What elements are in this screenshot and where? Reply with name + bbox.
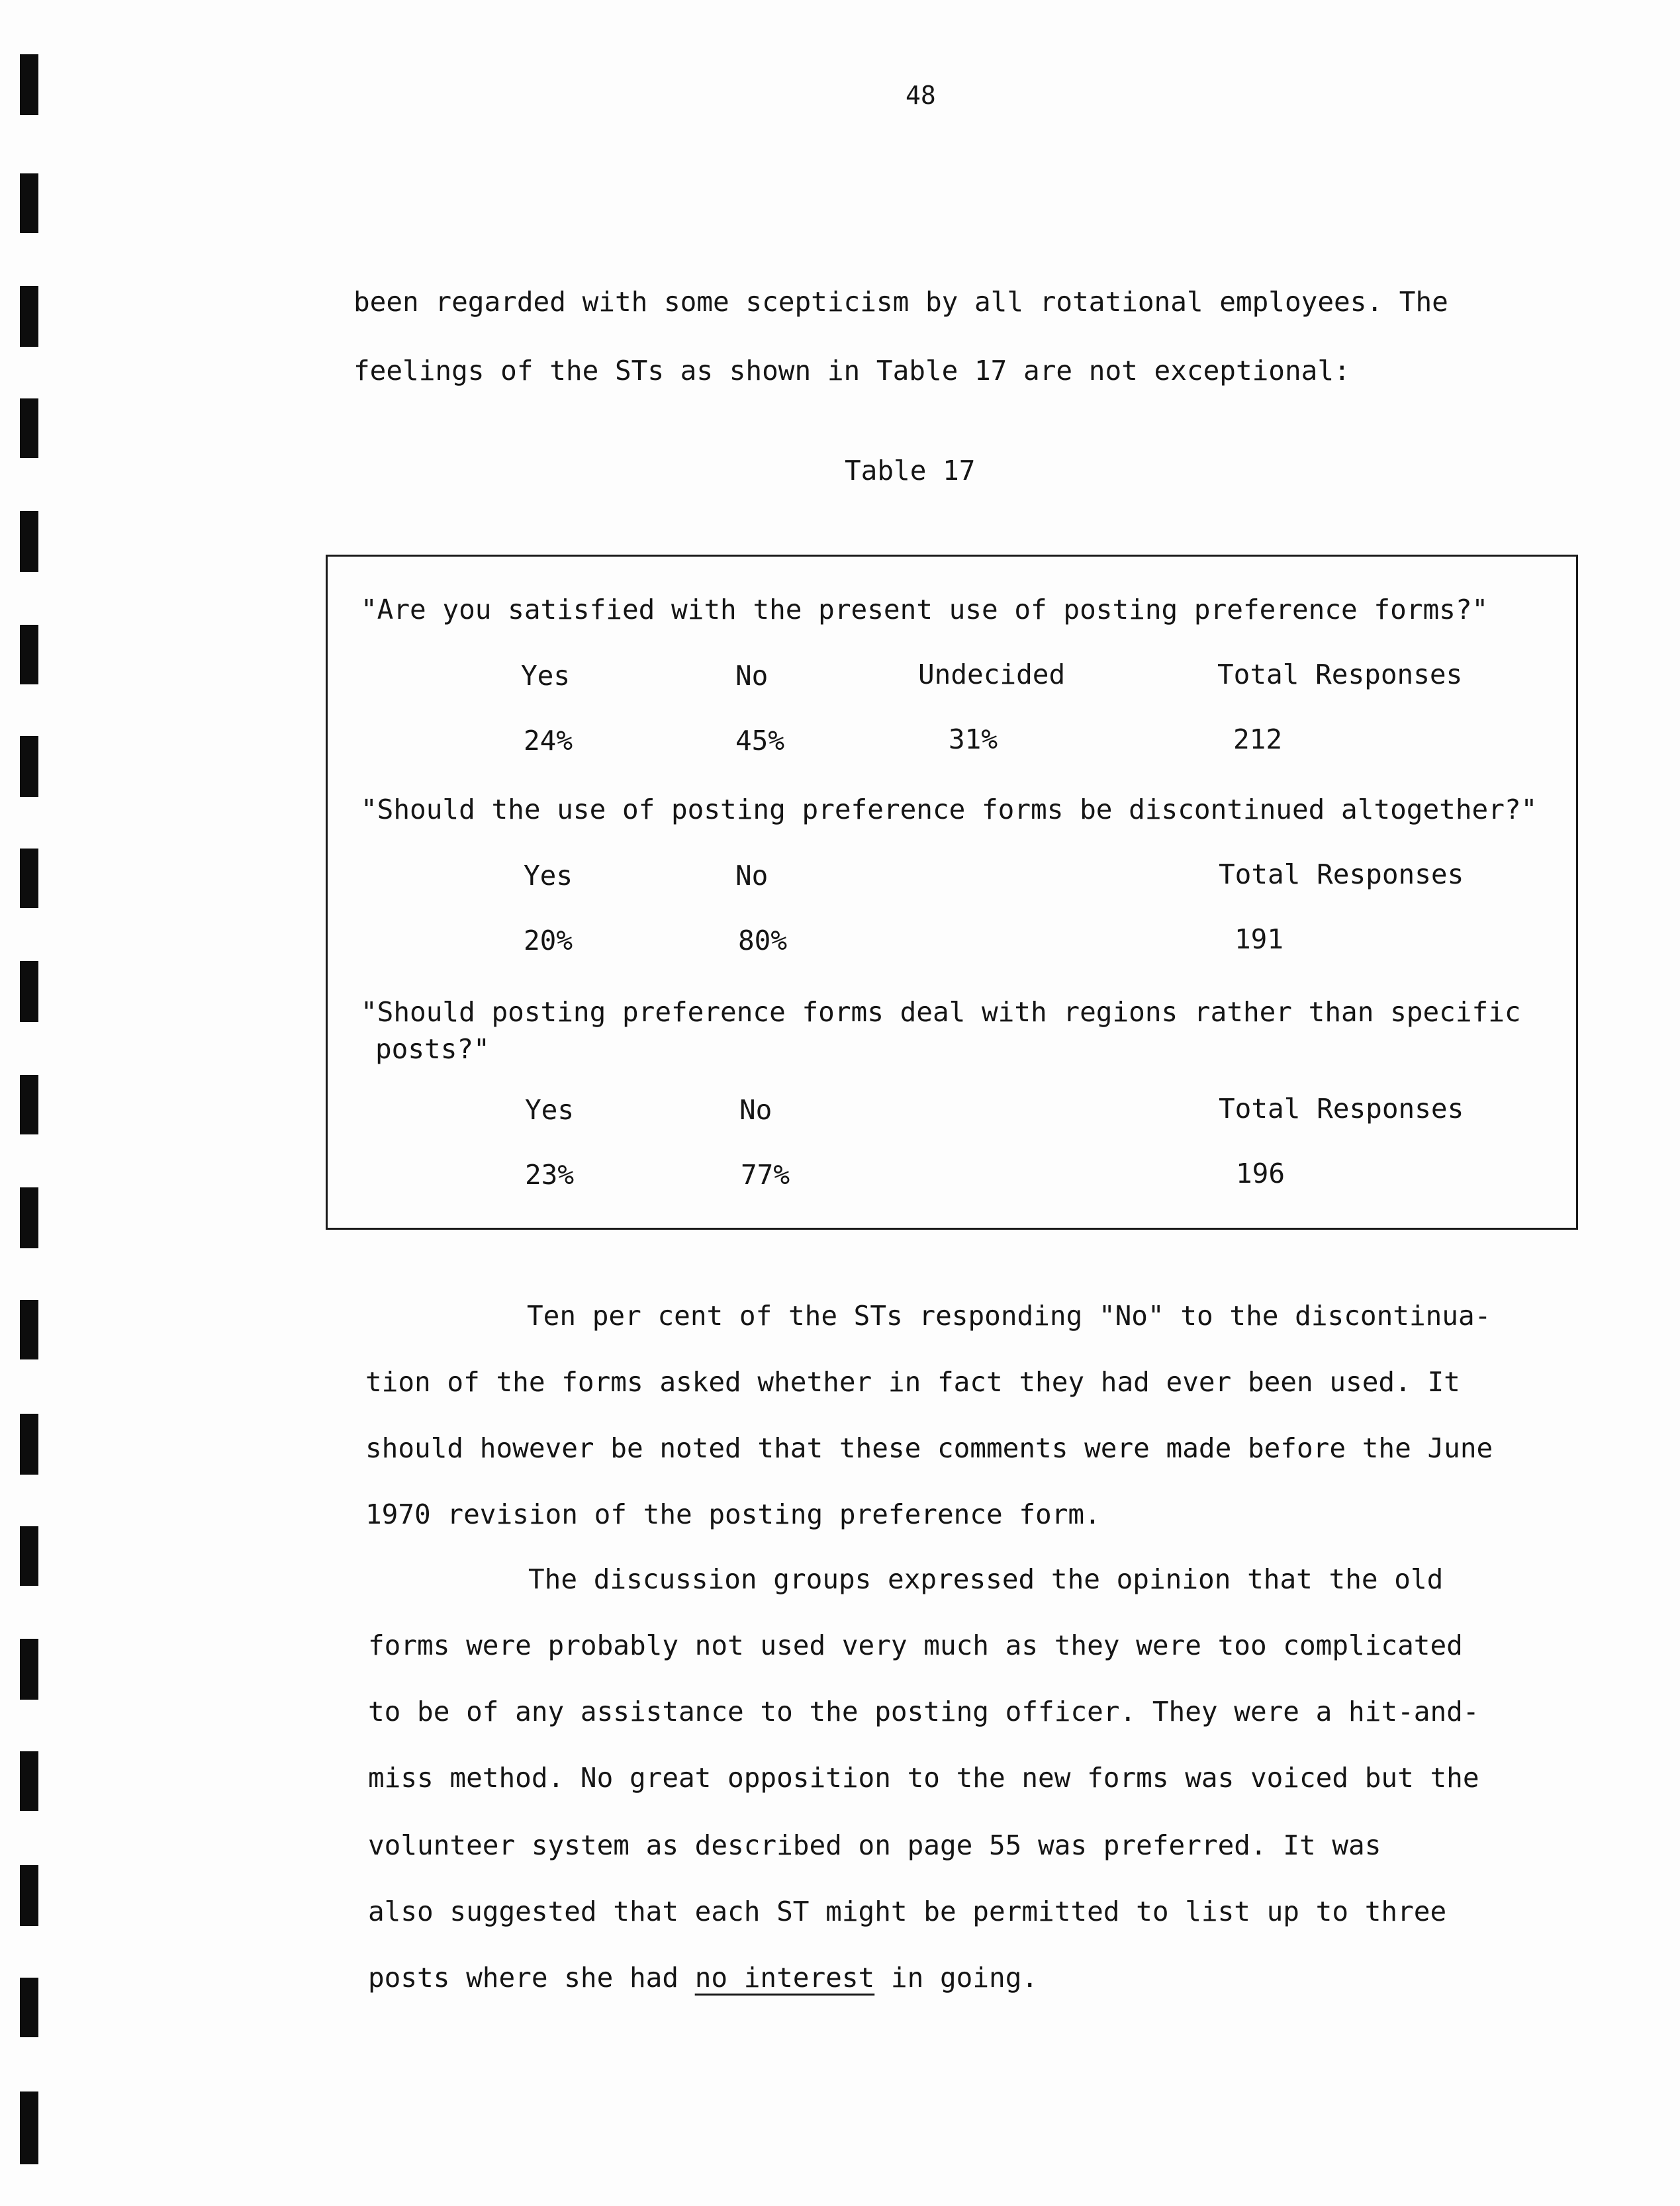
margin-mark [20,961,38,1022]
margin-mark [20,625,38,684]
header-no: No [739,1094,772,1126]
header-no: No [735,860,769,892]
header-total: Total Responses [1219,1093,1464,1125]
header-yes: Yes [525,1094,575,1126]
header-undecided: Undecided [918,659,1066,690]
margin-mark [20,1187,38,1248]
text-line [368,1964,1038,1992]
text-line: tion of the forms asked whether in fact they had ever been used. It [365,1366,1460,1398]
value-yes: 20% [524,925,573,956]
value-yes: 23% [525,1159,575,1191]
margin-mark [20,1865,38,1926]
margin-mark [20,173,38,233]
value-no: 45% [735,725,785,757]
text-line: should however be noted that these comments were made before the June [365,1432,1493,1464]
text-line: miss method. No great opposition to the new forms was voiced but the [368,1762,1479,1794]
question-1: "Are you satisfied with the present use of posting preference forms?" [361,594,1489,625]
margin-mark [20,1751,38,1811]
margin-mark [20,1526,38,1586]
margin-mark [20,511,38,572]
text-line: also suggested that each ST might be permitted to list up to three [368,1896,1447,1927]
value-undecided: 31% [949,723,998,755]
value-yes: 24% [524,725,573,757]
margin-mark [20,2091,38,2164]
margin-mark [20,1639,38,1700]
value-total: 212 [1233,723,1283,755]
text-line: volunteer system as described on page 55 was preferred. It was [368,1829,1381,1861]
margin-mark [20,398,38,458]
margin-mark [20,286,38,347]
text-line: Ten per cent of the STs responding "No" to the discontinua- [527,1300,1491,1332]
text-span: posts where she had [368,1962,695,1994]
question-3-cont: posts?" [375,1033,490,1065]
page-number: 48 [906,81,936,110]
margin-mark [20,54,38,115]
margin-mark [20,1414,38,1475]
value-total: 196 [1236,1158,1285,1189]
question-2: "Should the use of posting preference forms be discontinued altogether?" [361,794,1538,825]
margin-mark [20,1075,38,1134]
header-yes: Yes [524,860,573,892]
header-no: No [735,660,769,692]
question-3: "Should posting preference forms deal with regions rather than specific [361,996,1521,1028]
text-line: been regarded with some scepticism by all rotational employees. The [353,286,1448,318]
margin-mark [20,1300,38,1359]
header-total: Total Responses [1219,858,1464,890]
text-line: forms were probably not used very much as they were too complicated [368,1630,1463,1661]
margin-mark [20,736,38,797]
margin-mark [20,849,38,908]
header-yes: Yes [521,660,571,692]
value-total: 191 [1235,923,1284,955]
underlined-phrase: no interest [694,1962,875,1994]
table-caption: Table 17 [845,455,976,486]
margin-mark [20,1978,38,2037]
table-17 [326,555,1578,1230]
value-no: 77% [741,1159,790,1191]
text-line: The discussion groups expressed the opinion that the old [528,1563,1444,1595]
text-span: in going. [874,1962,1039,1994]
text-line: feelings of the STs as shown in Table 17 are not exceptional: [353,355,1350,387]
text-line: to be of any assistance to the posting officer. They were a hit-and- [368,1696,1479,1727]
value-no: 80% [738,925,788,956]
text-line: 1970 revision of the posting preference form. [365,1498,1101,1530]
header-total: Total Responses [1217,659,1463,690]
